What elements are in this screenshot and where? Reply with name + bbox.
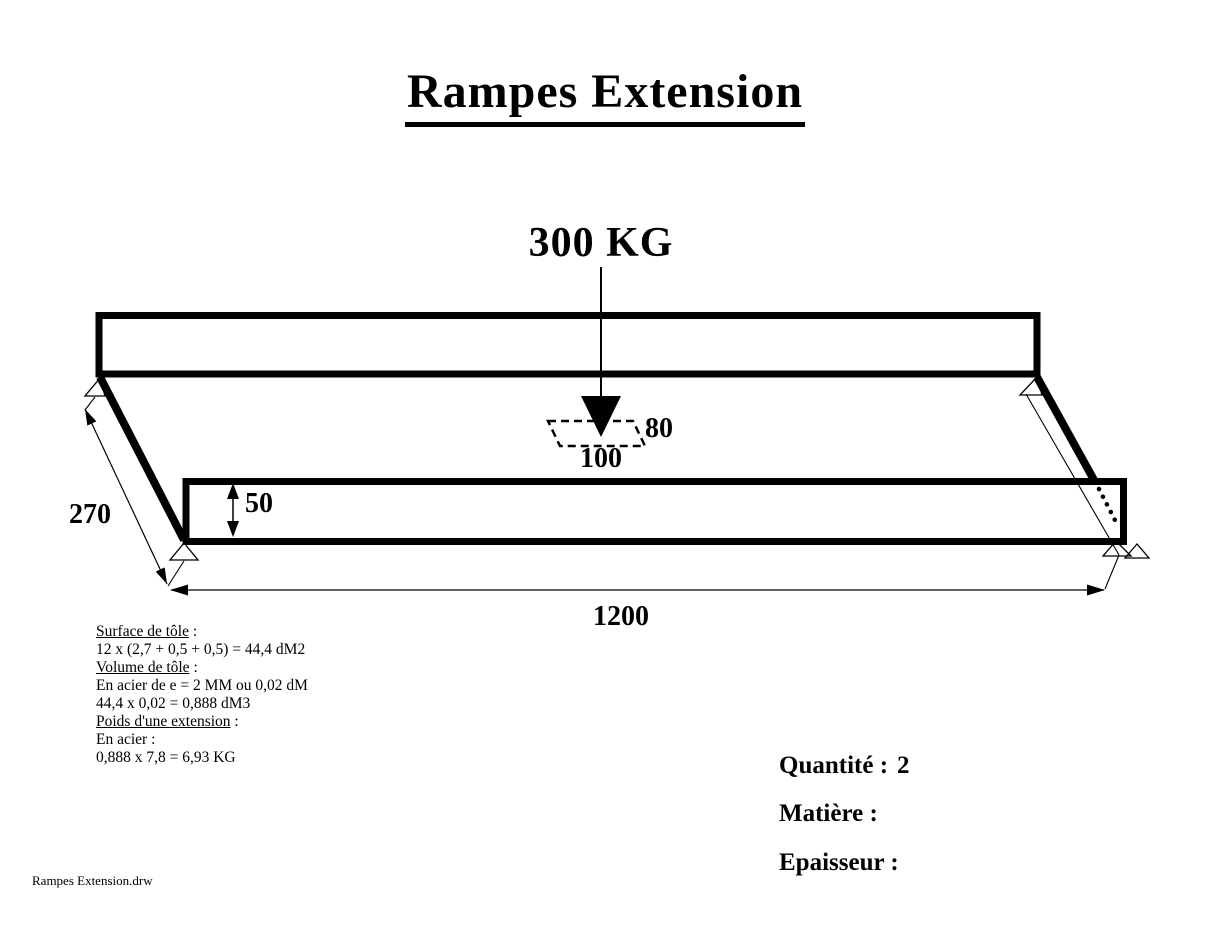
dim-label-plate-width: 100 (580, 443, 622, 474)
dim-label-plate-depth: 80 (645, 413, 673, 444)
quantity-value: 2 (897, 752, 910, 779)
calc-line-volume-1: En acier de e = 2 MM ou 0,02 dM (96, 677, 308, 694)
load-arrow-icon (581, 267, 621, 437)
dim-1200-arrow (170, 585, 1105, 596)
calc-heading-volume: Volume de tôle : (96, 659, 198, 676)
dim-label-rail-height: 50 (245, 488, 273, 519)
page-title (0, 64, 1210, 127)
front-rail (186, 482, 1124, 542)
calc-line-volume-2: 44,4 x 0,02 = 0,888 dM3 (96, 695, 251, 712)
thickness-label: Epaisseur : (779, 849, 899, 876)
left-slant-edge (100, 377, 184, 540)
dim-50-arrow (227, 483, 239, 537)
drawing-filename: Rampes Extension.drw (32, 873, 153, 888)
dim-label-length: 1200 (593, 601, 649, 632)
calc-heading-surface: Surface de tôle : (96, 623, 198, 640)
thickness-row (779, 849, 899, 877)
quantity-row (779, 752, 910, 780)
right-hidden-edge-dotted (1099, 489, 1118, 526)
dim-label-ramp-depth: 270 (69, 499, 111, 530)
calc-line-surface: 12 x (2,7 + 0,5 + 0,5) = 44,4 dM2 (96, 641, 306, 658)
material-row (779, 800, 878, 828)
material-label: Matière : (779, 800, 878, 827)
calc-line-weight-2: 0,888 x 7,8 = 6,93 KG (96, 749, 236, 766)
page-title-text: Rampes Extension (405, 64, 805, 127)
calc-line-weight-1: En acier : (96, 731, 156, 748)
load-label: 300 KG (528, 220, 674, 266)
back-rail (99, 316, 1037, 375)
calc-heading-weight: Poids d'une extension : (96, 713, 239, 730)
calculation-block (96, 623, 308, 767)
quantity-label: Quantité : (779, 752, 889, 779)
